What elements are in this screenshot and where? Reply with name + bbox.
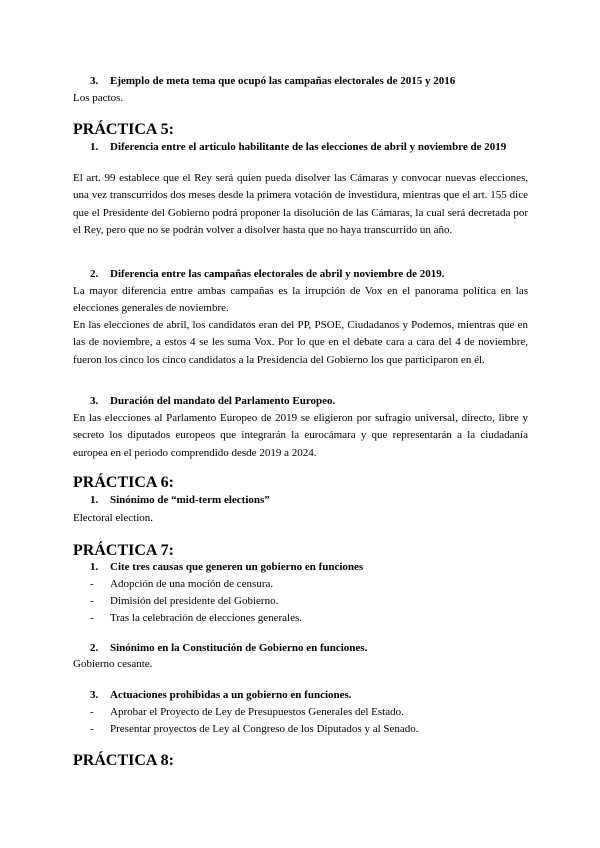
question-title: Diferencia entre el artículo habilitante de las elecciones de abril y noviembre de 2019 [110,141,507,153]
answer-text: Los pactos. [73,92,124,104]
list-item: - Aprobar el Proyecto de Ley de Presupuestos Generales del Estado. [90,704,530,721]
question-title: Sinónimo en la Constitución de Gobierno en funciones. [110,642,368,654]
section-heading-practica-8: PRÁCTICA 8: [73,752,174,769]
question-number: 1. [90,561,99,573]
question-title: Sinónimo de “mid-term elections” [110,494,270,506]
section-heading-practica-7: PRÁCTICA 7: [73,542,174,559]
section-heading-practica-5: PRÁCTICA 5: [73,121,174,138]
question-title: Duración del mandato del Parlamento Europeo. [110,395,336,407]
question-heading [90,139,530,156]
dash-bullet: - [90,595,94,607]
question-heading [90,266,530,283]
answer-text: El art. 99 establece que el Rey será quien pueda disolver las Cámaras y convocar nuevas elecciones, una vez transcurridos dos meses desde la primera votación de investidura, mientras que el art. 155 dice que el Presidente del Gobierno podrá proponer la disolución de las Cámaras, la cual será decretada por el Rey, pero que no se podrán volver a disolver hasta que no haya transcurrido un año. [73,172,528,237]
answer-text: En las elecciones al Parlamento Europeo de 2019 se eligieron por sufragio universal, directo, libre y secreto los diputados europeos que integrarán la eurocámara y que representarán a la ciudadanía europea en el periodo comprendido desde 2019 a 2024. [73,412,528,459]
question-heading [90,559,530,576]
answer-text: Gobierno cesante. [73,658,153,670]
question-number: 3. [90,75,99,87]
list-item: - Adopción de una moción de censura. [90,576,530,593]
dash-bullet: - [90,578,94,590]
question-number: 1. [90,141,99,153]
question-number: 3. [90,689,99,701]
section-heading-practica-6: PRÁCTICA 6: [73,474,174,491]
question-number: 1. [90,494,99,506]
dash-bullet: - [90,612,94,624]
question-title: Ejemplo de meta tema que ocupó las campañas electorales de 2015 y 2016 [110,75,456,87]
question-number: 2. [90,268,99,280]
list-item: - Tras la celebración de elecciones generales. [90,610,530,627]
question-title: Actuaciones prohibidas a un gobierno en funciones. [110,689,352,701]
question-number: 2. [90,642,99,654]
question-heading [90,640,530,657]
answer-text: En las elecciones de abril, los candidatos eran del PP, PSOE, Ciudadanos y Podemos, mientras que en las de noviembre, a estos 4 se les suma Vox. Por lo que en el debate cara a cara del 4 de noviembre, fueron los cinco los cinco candidatos a la Presidencia del Gobierno los que participaron en él. [73,319,528,366]
answer-text: Electoral election. [73,512,154,524]
question-heading [90,492,530,509]
question-title: Diferencia entre las campañas electorales de abril y noviembre de 2019. [110,268,445,280]
dash-bullet: - [90,723,94,735]
question-title: Cite tres causas que generen un gobierno en funciones [110,561,364,573]
list-item: - Dimisión del presidente del Gobierno. [90,593,530,610]
question-number: 3. [90,395,99,407]
question-heading [90,73,530,90]
dash-bullet: - [90,706,94,718]
question-heading [90,687,530,704]
question-heading [90,393,530,410]
list-item: - Presentar proyectos de Ley al Congreso de los Diputados y al Senado. [90,721,530,738]
answer-text: La mayor diferencia entre ambas campañas es la irrupción de Vox en el panorama política en las elecciones generales de noviembre. [73,285,528,315]
